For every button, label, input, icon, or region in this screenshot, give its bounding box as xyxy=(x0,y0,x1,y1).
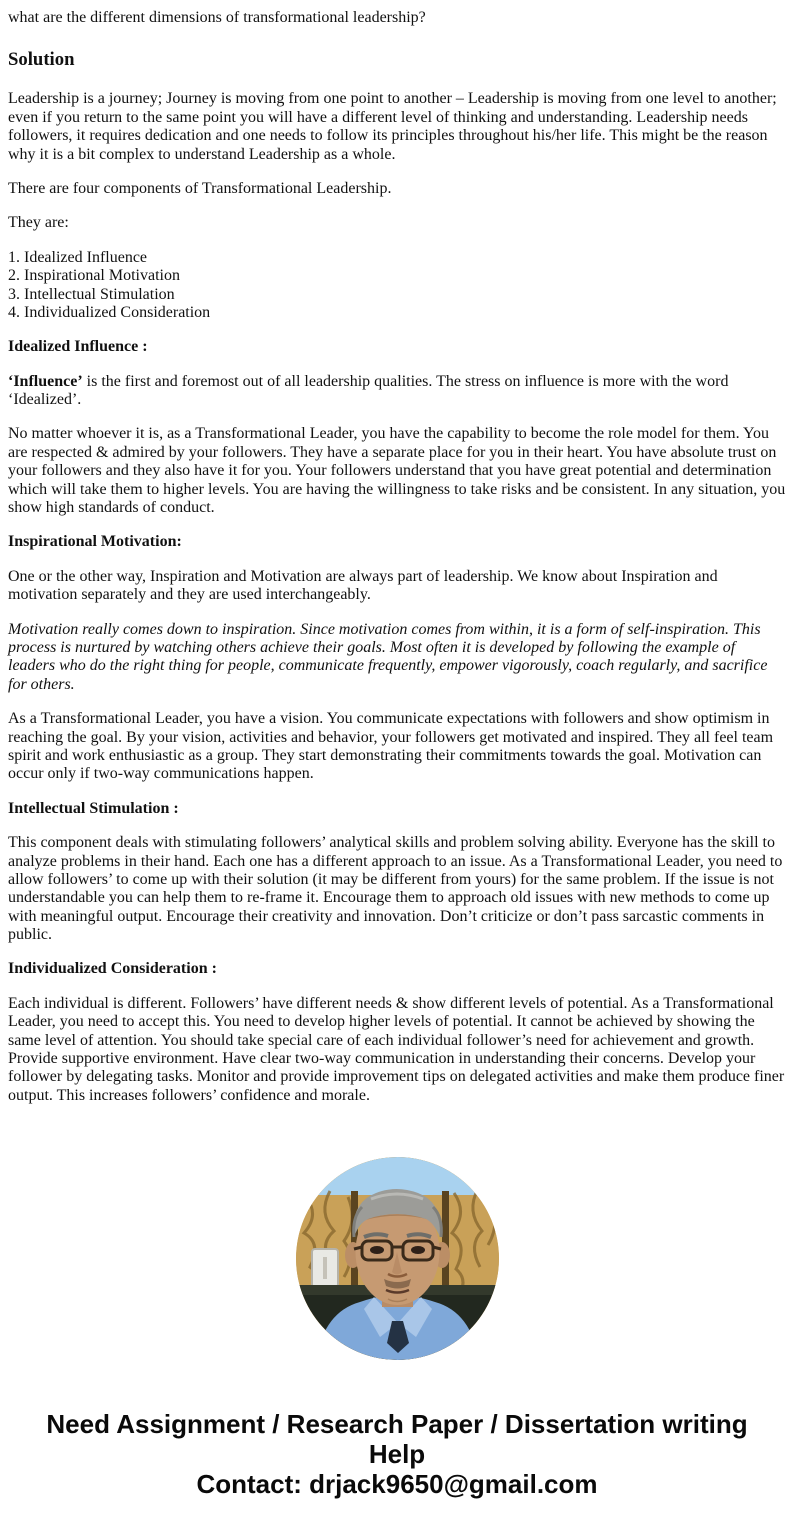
list-item: 2. Inspirational Motivation xyxy=(8,267,180,285)
intro-paragraph: Leadership is a journey; Journey is moving from one point to another – Leadership is moving from one level to another; even if you return to the same point you will have a different level of thinking and understanding. Leadership needs followers, it requires dedication and one needs to follow its principles throughout his/her life. This might be the reason why it is a bit complex to understand Leadership as a whole. xyxy=(8,90,777,163)
section-heading-intellectual-stimulation: Intellectual Stimulation : xyxy=(8,799,179,817)
instructor-photo-container xyxy=(8,1157,786,1360)
list-item: 1. Idealized Influence xyxy=(8,248,148,266)
question-text: what are the different dimensions of transformational leadership? xyxy=(8,9,426,26)
instructor-photo-illustration xyxy=(296,1157,499,1360)
section-heading-inspirational-motivation: Inspirational Motivation: xyxy=(8,533,182,551)
list-item: 3. Intellectual Stimulation xyxy=(8,285,175,303)
components-list xyxy=(8,249,786,323)
components-intro: There are four components of Transformational Leadership. xyxy=(8,179,392,197)
inspirational-paragraph-3: As a Transformational Leader, you have a vision. You communicate expectations with followers and show optimism in reaching the goal. By your vision, activities and behavior, your followers get motivated and inspired. They all feel team spirit and work enthusiastic as a group. They start demonstrating their commitments towards the goal. Motivation can occur only if two-way communications happen. xyxy=(8,710,774,783)
idealized-paragraph-2: No matter whoever it is, as a Transformational Leader, you have the capability to become the role model for them. You are respected & admired by your followers. They have a separate place for you in their heart. You have absolute trust on your followers and they also have it for you. Your followers understand that you have great potential and determination which will take them to higher levels. You are having the willingness to take risks and be consistent. In any situation, you show high standards of conduct. xyxy=(8,425,786,517)
intellectual-paragraph: This component deals with stimulating followers’ analytical skills and problem solving ability. Everyone has the skill to analyze problems in their hand. Each one has a different approach to an issue. As a Transformational Leader, you need to allow followers’ to come up with their solution (it may be different from yours) for the same problem. If the issue is not understandable you can help them to re-frame it. Encourage them to approach old issues with new methods to come up with meaningful output. Encourage their creativity and innovation. Don’t criticize or don’t pass sarcastic comments in public. xyxy=(8,834,783,944)
footer-promo xyxy=(35,1410,759,1500)
section-heading-individualized-consideration: Individualized Consideration : xyxy=(8,960,217,978)
individualized-paragraph: Each individual is different. Followers’ have different needs & show different levels of potential. As a Transformational Leader, you need to accept this. You need to develop higher levels of potential. It cannot be achieved by showing the same level of attention. You should take special care of each individual follower’s need for achievement and growth. Provide supportive environment. Have clear two-way communication in understanding their concerns. Develop your follower by delegating tasks. Monitor and provide improvement tips on delegated activities and make them produce finer output. This increases followers’ confidence and morale. xyxy=(8,994,785,1104)
solution-heading: Solution xyxy=(8,49,75,71)
influence-bold-lead: ‘Influence’ xyxy=(8,372,83,390)
footer-help-text: Need Assignment / Research Paper / Dissertation writing Help xyxy=(46,1409,748,1470)
influence-rest: is the first and foremost out of all leadership qualities. The stress on influence is more with the word ‘Idealized’. xyxy=(8,372,729,409)
list-item: 4. Individualized Consideration xyxy=(8,303,211,321)
inspirational-quote-paragraph: Motivation really comes down to inspiration. Since motivation comes from within, it is a form of self-inspiration. This process is nurtured by watching others achieve their goals. Most often it is developed by following the example of leaders who do the right thing for people, communicate frequently, empower vigorously, coach regularly, and sacrifice for others. xyxy=(8,620,768,693)
idealized-paragraph-1 xyxy=(8,373,786,410)
they-are-label: They are: xyxy=(8,214,69,232)
instructor-photo xyxy=(296,1157,499,1360)
inspirational-paragraph-1: One or the other way, Inspiration and Motivation are always part of leadership. We know about Inspiration and motivation separately and they are used interchangeably. xyxy=(8,567,718,604)
section-heading-idealized-influence: Idealized Influence : xyxy=(8,338,148,356)
footer-contact-email: Contact: drjack9650@gmail.com xyxy=(196,1468,598,1499)
